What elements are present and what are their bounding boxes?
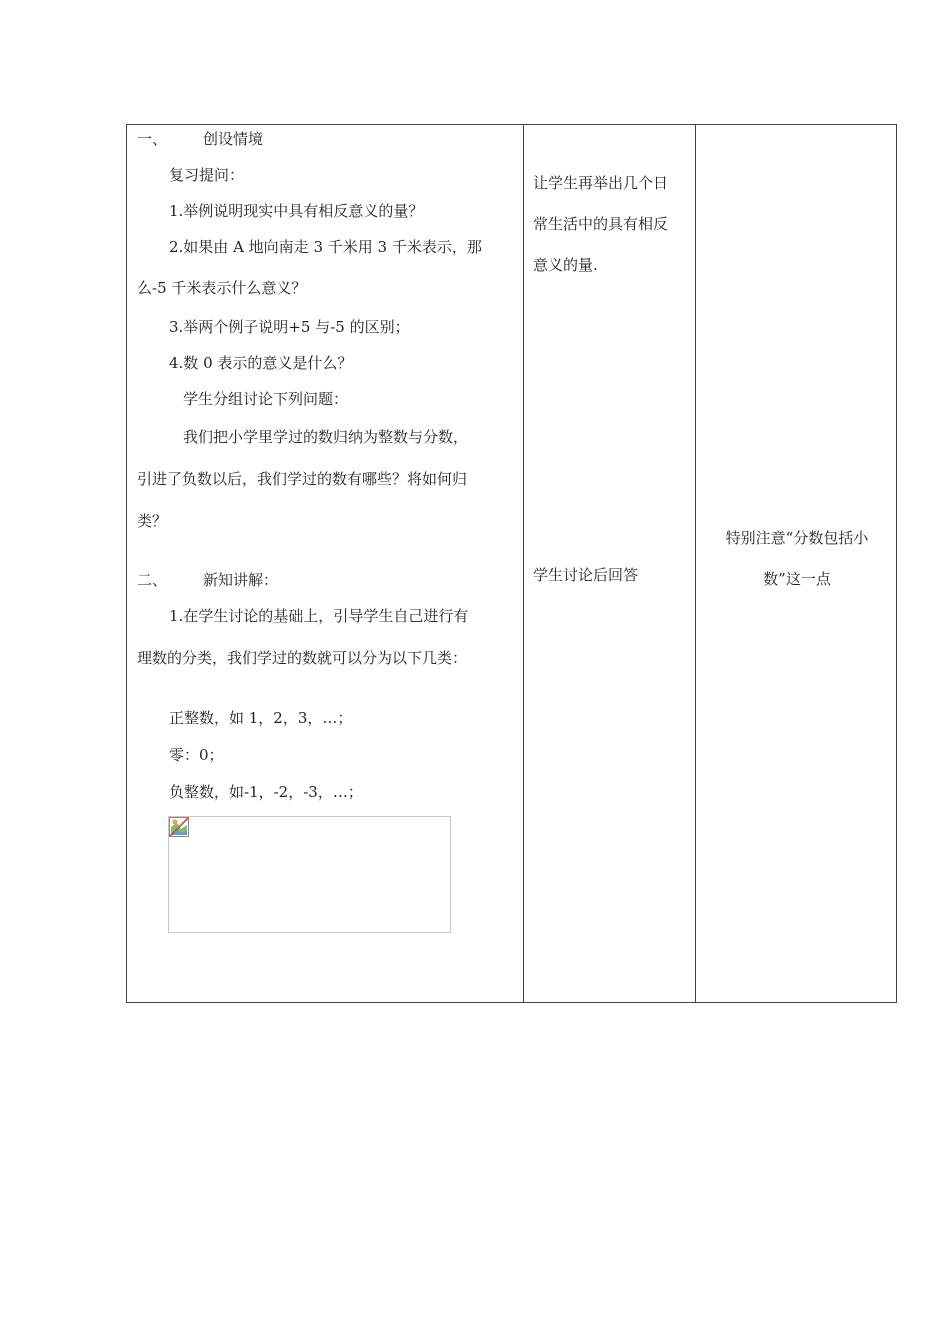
broken-image-icon: [169, 817, 189, 837]
column2-note-1-line-2: 常生活中的具有相反: [533, 215, 669, 233]
paragraph-1-line-3: 类？: [137, 512, 168, 530]
image-placeholder: [168, 816, 451, 933]
column2-note-2: 学生讨论后回答: [533, 566, 639, 584]
column-divider: [695, 125, 696, 1002]
question-2-line-2: 么-5 千米表示什么意义？: [137, 279, 307, 297]
question-1: 1.举例说明现实中具有相反意义的量？: [169, 202, 424, 220]
paragraph-1-line-1: 我们把小学里学过的数归纳为整数与分数，: [183, 428, 469, 446]
question-2-line-1: 2.如果由 A 地向南走 3 千米用 3 千米表示，那: [169, 238, 482, 256]
question-4: 4.数 0 表示的意义是什么？: [169, 354, 353, 372]
positive-integers: 正整数，如 1，2，3，…；: [169, 709, 353, 727]
negative-integers: 负整数，如-1，-2，-3，…；: [169, 783, 363, 801]
review-heading: 复习提问：: [169, 166, 245, 184]
paragraph-2-line-1: 1.在学生讨论的基础上，引导学生自己进行有: [169, 607, 469, 625]
group-discussion-heading: 学生分组讨论下列问题：: [183, 390, 349, 408]
column2-note-1-line-3: 意义的量.: [533, 256, 598, 274]
paragraph-1-line-2: 引进了负数以后，我们学过的数有哪些？将如何归: [137, 470, 468, 488]
question-3: 3.举两个例子说明+5 与-5 的区别；: [169, 318, 410, 336]
column-divider: [523, 125, 524, 1002]
section2-heading: [137, 570, 278, 590]
section2-number: 二、: [137, 571, 168, 589]
section1-heading: [137, 129, 263, 149]
paragraph-2-line-2: 理数的分类，我们学过的数就可以分为以下几类：: [137, 649, 468, 667]
section1-number: 一、: [137, 130, 168, 148]
section2-title: 新知讲解：: [203, 571, 279, 589]
column2-note-1-line-1: 让学生再举出几个日: [533, 174, 669, 192]
zero-line: 零：0；: [169, 746, 224, 764]
column3-note-line-1: 特别注意“分数包括小: [725, 529, 869, 547]
lesson-table: [126, 124, 897, 1003]
section1-title: 创设情境: [203, 130, 264, 148]
column3-note-line-2: 数”这一点: [763, 570, 831, 588]
